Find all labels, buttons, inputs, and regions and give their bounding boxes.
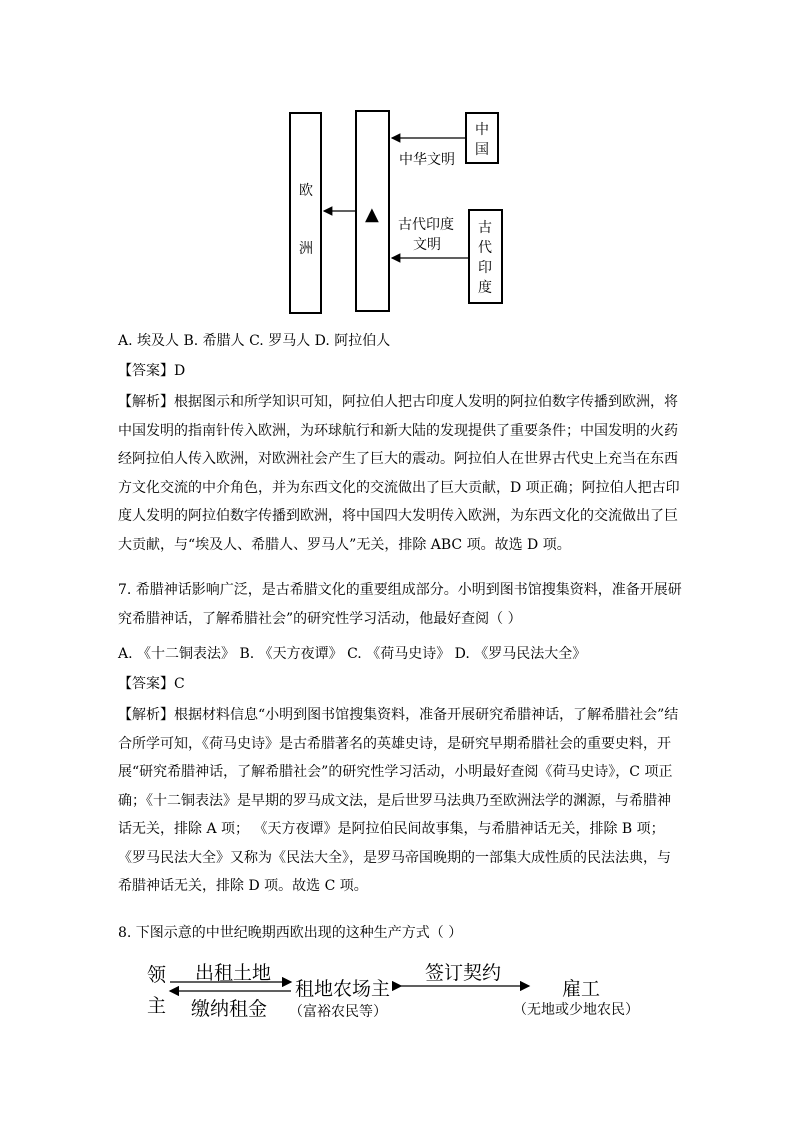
production-mode-diagram <box>145 958 665 1028</box>
q7-analysis-line: 希腊神话无关，排除 D 项。故选 C 项。 <box>118 878 368 894</box>
q6-options: A. 埃及人 B. 希腊人 C. 罗马人 D. 阿拉伯人 <box>118 333 391 349</box>
diagram-arrows <box>285 108 505 318</box>
civilization-diagram <box>285 108 505 318</box>
q6-analysis-line: 方文化交流的中介角色，并为东西文化的交流做出了巨大贡献，D 项正确；阿拉伯人把古印 <box>118 479 680 496</box>
india-civilization-label-2: 文明 <box>413 237 441 253</box>
sign-contract-label: 签订契约 <box>425 962 502 984</box>
q8-stem: 8. 下图示意的中世纪晚期西欧出现的这种生产方式（ ） <box>118 925 463 941</box>
production-arrows <box>145 958 665 1028</box>
lord-label-2: 主 <box>147 995 167 1017</box>
q7-analysis-line: 确；《十二铜表法》是早期的罗马成文法，是后世罗马法典乃至欧洲法学的渊源，与希腊神 <box>118 792 671 809</box>
india-label-2: 代 <box>478 240 492 256</box>
q6-answer: 【答案】D <box>118 363 186 379</box>
tenant-farmer-note: （富裕农民等） <box>289 1004 387 1020</box>
q6-analysis-line: 【解析】根据图示和所学知识可知，阿拉伯人把古印度人发明的阿拉伯数字传播到欧洲，将 <box>118 394 678 410</box>
india-civilization-label-1: 古代印度 <box>398 217 454 233</box>
q6-analysis-line: 中国发明的指南针传入欧洲，为环球航行和新大陆的发现提供了重要条件；中国发明的火药 <box>118 422 678 439</box>
q7-analysis-line: 话无关，排除 A 项； 《天方夜谭》是阿拉伯民间故事集，与希腊神话无关，排除 B 项； <box>118 821 665 837</box>
hired-worker-note: （无地或少地农民） <box>513 1002 639 1018</box>
q6-analysis-line: 经阿拉伯人传入欧洲，对欧洲社会产生了巨大的震动。阿拉伯人在世界古代史上充当在东西 <box>118 451 678 467</box>
hired-worker-label: 雇工 <box>562 978 601 1000</box>
china-civilization-label: 中华文明 <box>399 152 455 168</box>
india-label-1: 古 <box>478 220 492 236</box>
q7-analysis-line: 展“研究希腊神话，了解希腊社会”的研究性学习活动，小明最好查阅《荷马史诗》，C 项正 <box>118 764 673 780</box>
q7-analysis <box>118 701 678 901</box>
q7-answer: 【答案】C <box>118 676 185 692</box>
tenant-farmer-label: 租地农场主 <box>295 978 391 1000</box>
q7-stem-line: 7. 希腊神话影响广泛，是古希腊文化的重要组成部分。小明到图书馆搜集资料，准备开展研 <box>118 582 682 598</box>
china-label-1: 中 <box>475 122 489 138</box>
europe-label-2: 洲 <box>299 241 313 257</box>
lease-land-label: 出租土地 <box>195 962 272 984</box>
q7-analysis-line: 【解析】根据材料信息“小明到图书馆搜集资料，准备开展研究希腊神话，了解希腊社会”结 <box>118 707 679 723</box>
lord-label-1: 领 <box>147 964 167 986</box>
q7-stem <box>118 576 682 633</box>
europe-label-1: 欧 <box>299 183 313 199</box>
pay-rent-label: 缴纳租金 <box>191 998 268 1020</box>
q7-options: A. 《十二铜表法》 B. 《天方夜谭》 C. 《荷马史诗》 D. 《罗马民法大全》 <box>118 646 587 662</box>
unknown-triangle-mark: ▲ <box>365 204 379 225</box>
q6-analysis <box>118 388 678 559</box>
india-label-3: 印 <box>478 260 492 276</box>
q6-analysis-line: 大贡献，与“埃及人、希腊人、罗马人”无关，排除 ABC 项。故选 D 项。 <box>118 536 571 553</box>
q7-stem-line: 究希腊神话，了解希腊社会”的研究性学习活动，他最好查阅（ ） <box>118 610 522 627</box>
china-label-2: 国 <box>475 142 489 158</box>
india-label-4: 度 <box>478 280 492 296</box>
q7-analysis-line: 合所学可知，《荷马史诗》是古希腊著名的英雄史诗，是研究早期希腊社会的重要史料，开 <box>118 735 671 752</box>
q7-analysis-line: 《罗马民法大全》又称为《民法大全》，是罗马帝国晚期的一部集大成性质的民法法典，与 <box>118 849 671 866</box>
q6-analysis-line: 度人发明的阿拉伯数字传播到欧洲，将中国四大发明传入欧洲，为东西文化的交流做出了巨 <box>118 508 678 524</box>
